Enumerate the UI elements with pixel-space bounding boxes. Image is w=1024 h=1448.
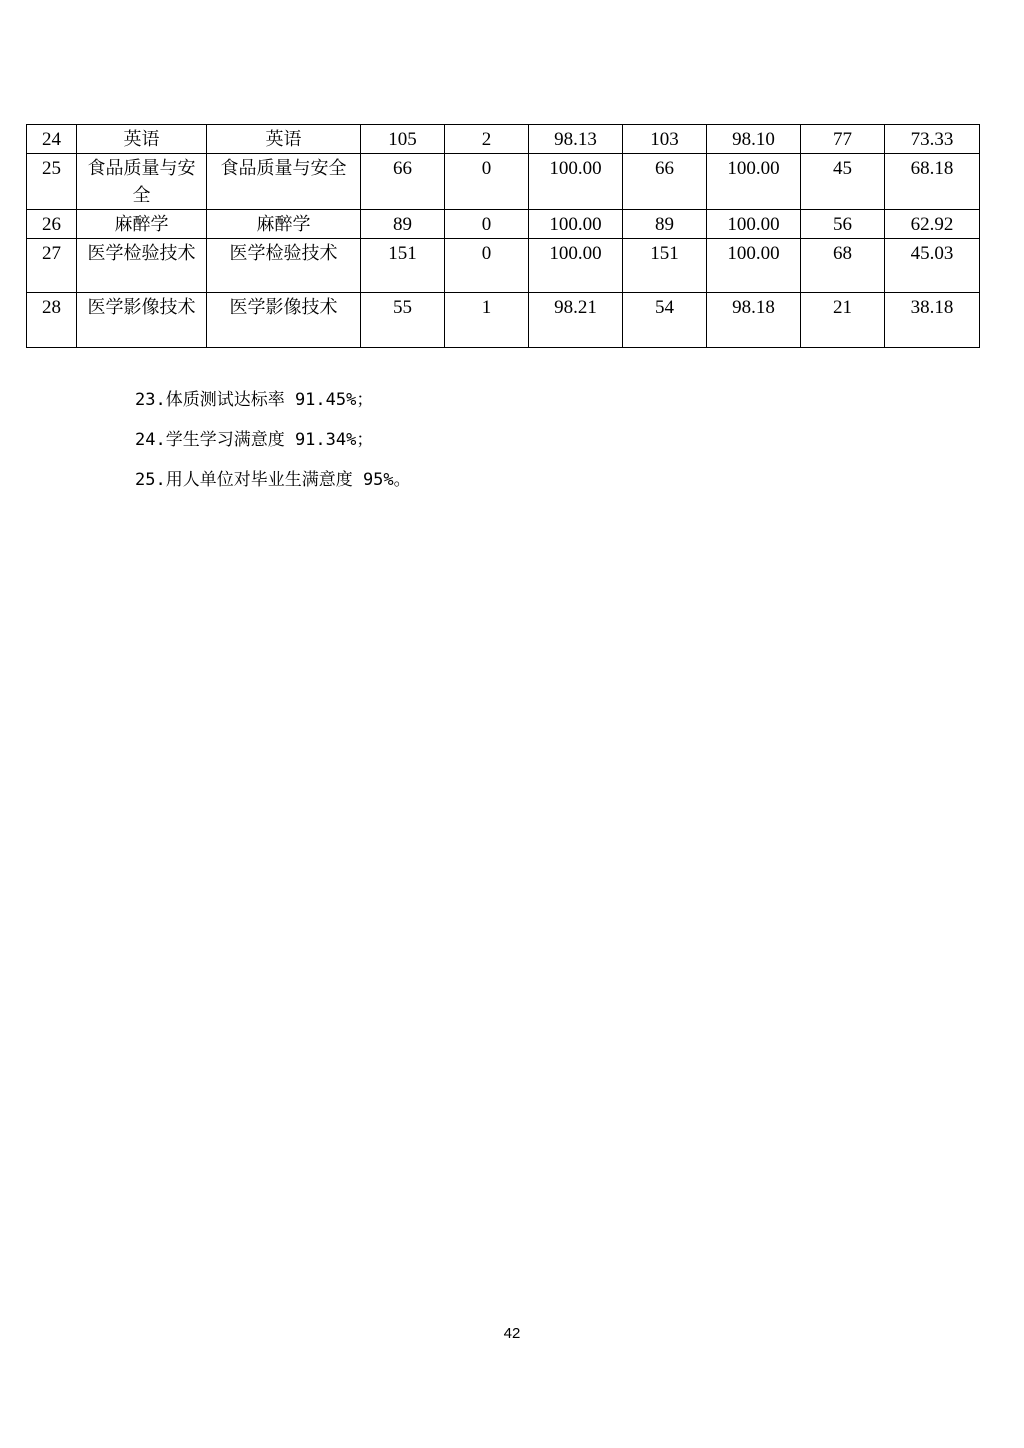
major-cell: 麻醉学 — [207, 210, 361, 239]
value-cell: 38.18 — [885, 293, 980, 348]
value-cell: 73.33 — [885, 125, 980, 154]
value-cell: 100.00 — [529, 239, 623, 293]
row-number: 28 — [27, 293, 77, 348]
row-number: 27 — [27, 239, 77, 293]
note-item: 25.用人单位对毕业生满意度 95%。 — [135, 470, 411, 490]
value-cell: 45 — [801, 154, 885, 210]
major-cell: 医学影像技术 — [207, 293, 361, 348]
row-number: 26 — [27, 210, 77, 239]
table-row — [27, 239, 980, 293]
major-cell: 食品质量与安全 — [207, 154, 361, 210]
value-cell: 68 — [801, 239, 885, 293]
value-cell: 103 — [623, 125, 707, 154]
value-cell: 100.00 — [707, 239, 801, 293]
major-cell: 医学检验技术 — [207, 239, 361, 293]
value-cell: 100.00 — [707, 154, 801, 210]
category-cell: 医学影像技术 — [77, 293, 207, 348]
value-cell: 45.03 — [885, 239, 980, 293]
statistics-table — [26, 124, 980, 348]
notes-list — [135, 380, 411, 500]
value-cell: 151 — [361, 239, 445, 293]
value-cell: 98.13 — [529, 125, 623, 154]
value-cell: 66 — [623, 154, 707, 210]
value-cell: 98.10 — [707, 125, 801, 154]
value-cell: 2 — [445, 125, 529, 154]
value-cell: 98.18 — [707, 293, 801, 348]
table-row — [27, 210, 980, 239]
table-row — [27, 293, 980, 348]
value-cell: 62.92 — [885, 210, 980, 239]
category-cell: 英语 — [77, 125, 207, 154]
value-cell: 55 — [361, 293, 445, 348]
value-cell: 151 — [623, 239, 707, 293]
value-cell: 1 — [445, 293, 529, 348]
value-cell: 66 — [361, 154, 445, 210]
value-cell: 89 — [623, 210, 707, 239]
category-cell: 麻醉学 — [77, 210, 207, 239]
row-number: 25 — [27, 154, 77, 210]
table-row — [27, 125, 980, 154]
value-cell: 21 — [801, 293, 885, 348]
value-cell: 105 — [361, 125, 445, 154]
value-cell: 56 — [801, 210, 885, 239]
value-cell: 54 — [623, 293, 707, 348]
row-number: 24 — [27, 125, 77, 154]
value-cell: 0 — [445, 239, 529, 293]
value-cell: 0 — [445, 154, 529, 210]
value-cell: 68.18 — [885, 154, 980, 210]
value-cell: 0 — [445, 210, 529, 239]
major-cell: 英语 — [207, 125, 361, 154]
note-item: 24.学生学习满意度 91.34%； — [135, 430, 374, 450]
value-cell: 100.00 — [529, 154, 623, 210]
page-number: 42 — [503, 1325, 521, 1342]
value-cell: 89 — [361, 210, 445, 239]
value-cell: 100.00 — [529, 210, 623, 239]
table-row — [27, 154, 980, 210]
category-cell: 食品质量与安全 — [77, 154, 207, 210]
value-cell: 100.00 — [707, 210, 801, 239]
category-cell: 医学检验技术 — [77, 239, 207, 293]
value-cell: 77 — [801, 125, 885, 154]
value-cell: 98.21 — [529, 293, 623, 348]
note-item: 23.体质测试达标率 91.45%； — [135, 390, 374, 410]
